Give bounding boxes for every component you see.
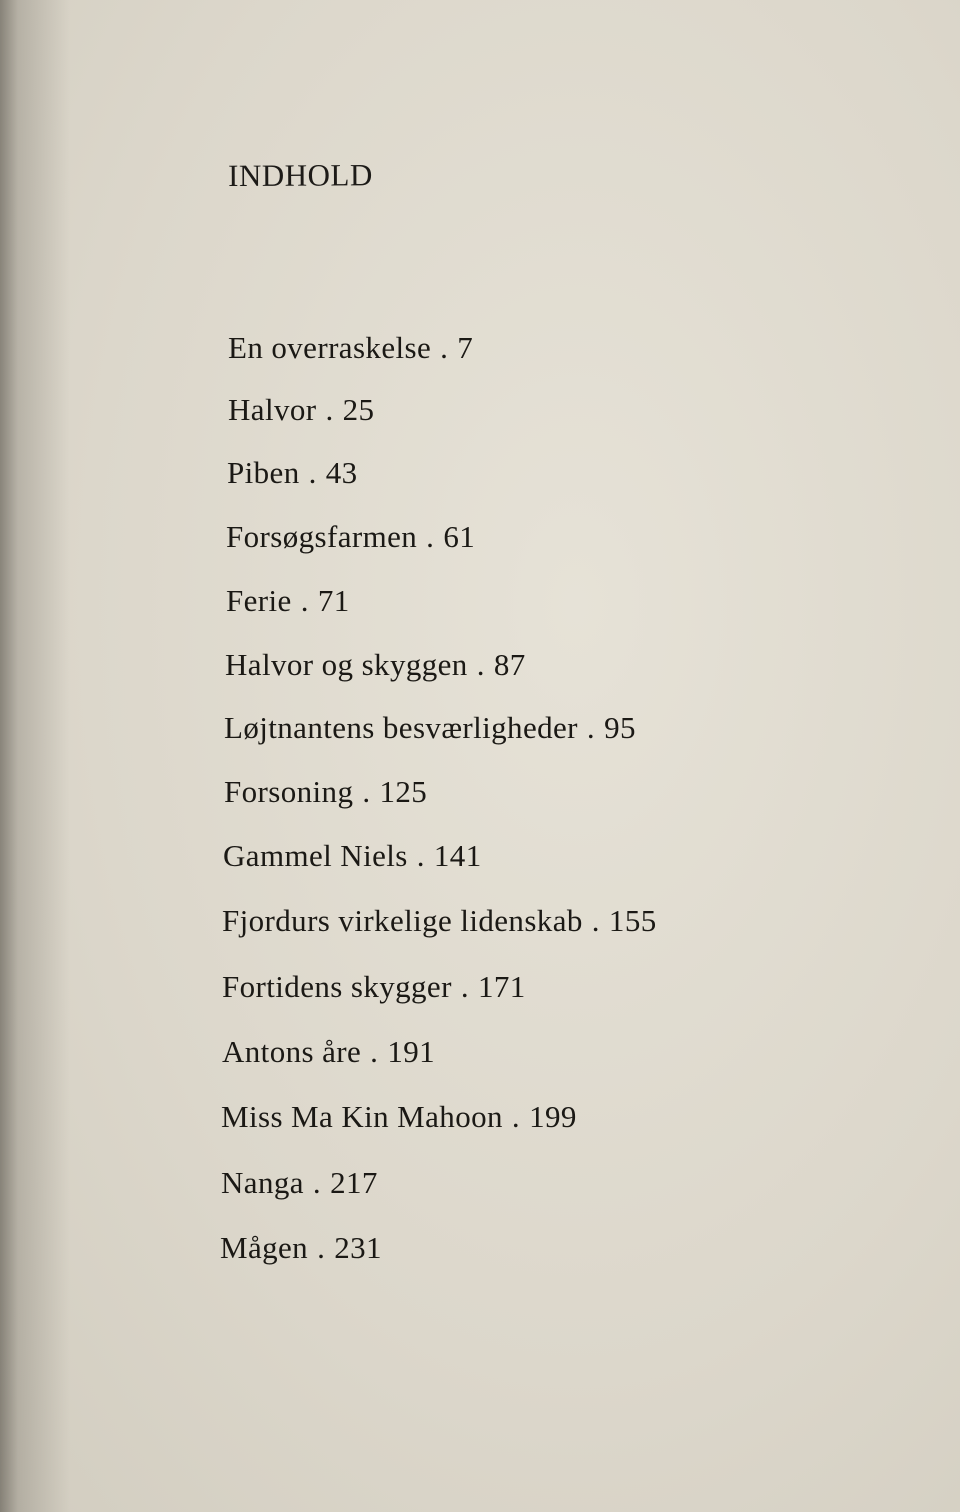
page-number: 141 <box>433 838 482 873</box>
chapter-title: Miss Ma Kin Mahoon <box>221 1099 503 1134</box>
separator-dot: . <box>308 455 317 490</box>
page-number: 191 <box>387 1034 436 1069</box>
toc-entry <box>222 1036 435 1067</box>
toc-entry <box>220 1232 382 1263</box>
separator-dot: . <box>416 838 425 873</box>
page-number: 87 <box>493 647 526 682</box>
toc-entry <box>228 394 374 425</box>
separator-dot: . <box>312 1165 322 1200</box>
page-number: 155 <box>608 903 657 938</box>
page-number: 231 <box>334 1230 382 1265</box>
toc-entry <box>224 712 636 743</box>
chapter-title: Ferie <box>226 583 292 618</box>
chapter-title: Mågen <box>220 1230 309 1265</box>
page-number: 43 <box>325 455 358 490</box>
toc-entry <box>225 649 526 680</box>
page-number: 199 <box>529 1099 577 1134</box>
chapter-title: Piben <box>227 455 300 490</box>
separator-dot: . <box>317 1230 326 1265</box>
chapter-title: Antons åre <box>222 1034 362 1069</box>
toc-entry <box>221 1101 577 1132</box>
toc-entry <box>227 457 358 488</box>
toc-entry <box>222 971 526 1002</box>
toc-heading: INDHOLD <box>228 157 373 193</box>
chapter-title: Gammel Niels <box>223 838 408 873</box>
toc-entry <box>223 840 482 871</box>
page-number: 217 <box>330 1165 378 1200</box>
chapter-title: Halvor og skyggen <box>225 647 468 682</box>
separator-dot: . <box>426 519 435 554</box>
toc-entry <box>226 521 475 552</box>
chapter-title: Forsoning <box>224 774 354 809</box>
chapter-title: Fortidens skygger <box>222 969 452 1004</box>
separator-dot: . <box>476 647 485 682</box>
chapter-title: Halvor <box>228 392 317 427</box>
page-number: 71 <box>317 583 350 618</box>
toc-entry <box>224 776 427 807</box>
separator-dot: . <box>325 392 334 427</box>
page-number: 7 <box>457 330 474 365</box>
chapter-title: Fjordurs virkelige lidenskab <box>222 903 583 938</box>
page-number: 125 <box>379 774 428 809</box>
separator-dot: . <box>586 710 596 745</box>
page-number: 61 <box>443 519 476 554</box>
chapter-title: En overraskelse <box>228 330 432 365</box>
chapter-title: Nanga <box>221 1165 304 1200</box>
page-number: 171 <box>477 969 526 1004</box>
separator-dot: . <box>460 969 469 1004</box>
toc-entry <box>222 905 657 936</box>
separator-dot: . <box>370 1034 379 1069</box>
chapter-title: Forsøgsfarmen <box>226 519 418 554</box>
chapter-title: Løjtnantens besværligheder <box>224 710 578 745</box>
toc-entry <box>226 585 350 616</box>
separator-dot: . <box>591 903 600 938</box>
toc-entry <box>221 1167 378 1198</box>
toc-entry <box>228 332 473 363</box>
separator-dot: . <box>440 330 449 365</box>
separator-dot: . <box>300 583 309 618</box>
separator-dot: . <box>362 774 371 809</box>
page-number: 95 <box>604 710 636 745</box>
page-number: 25 <box>342 392 375 427</box>
separator-dot: . <box>511 1099 521 1134</box>
